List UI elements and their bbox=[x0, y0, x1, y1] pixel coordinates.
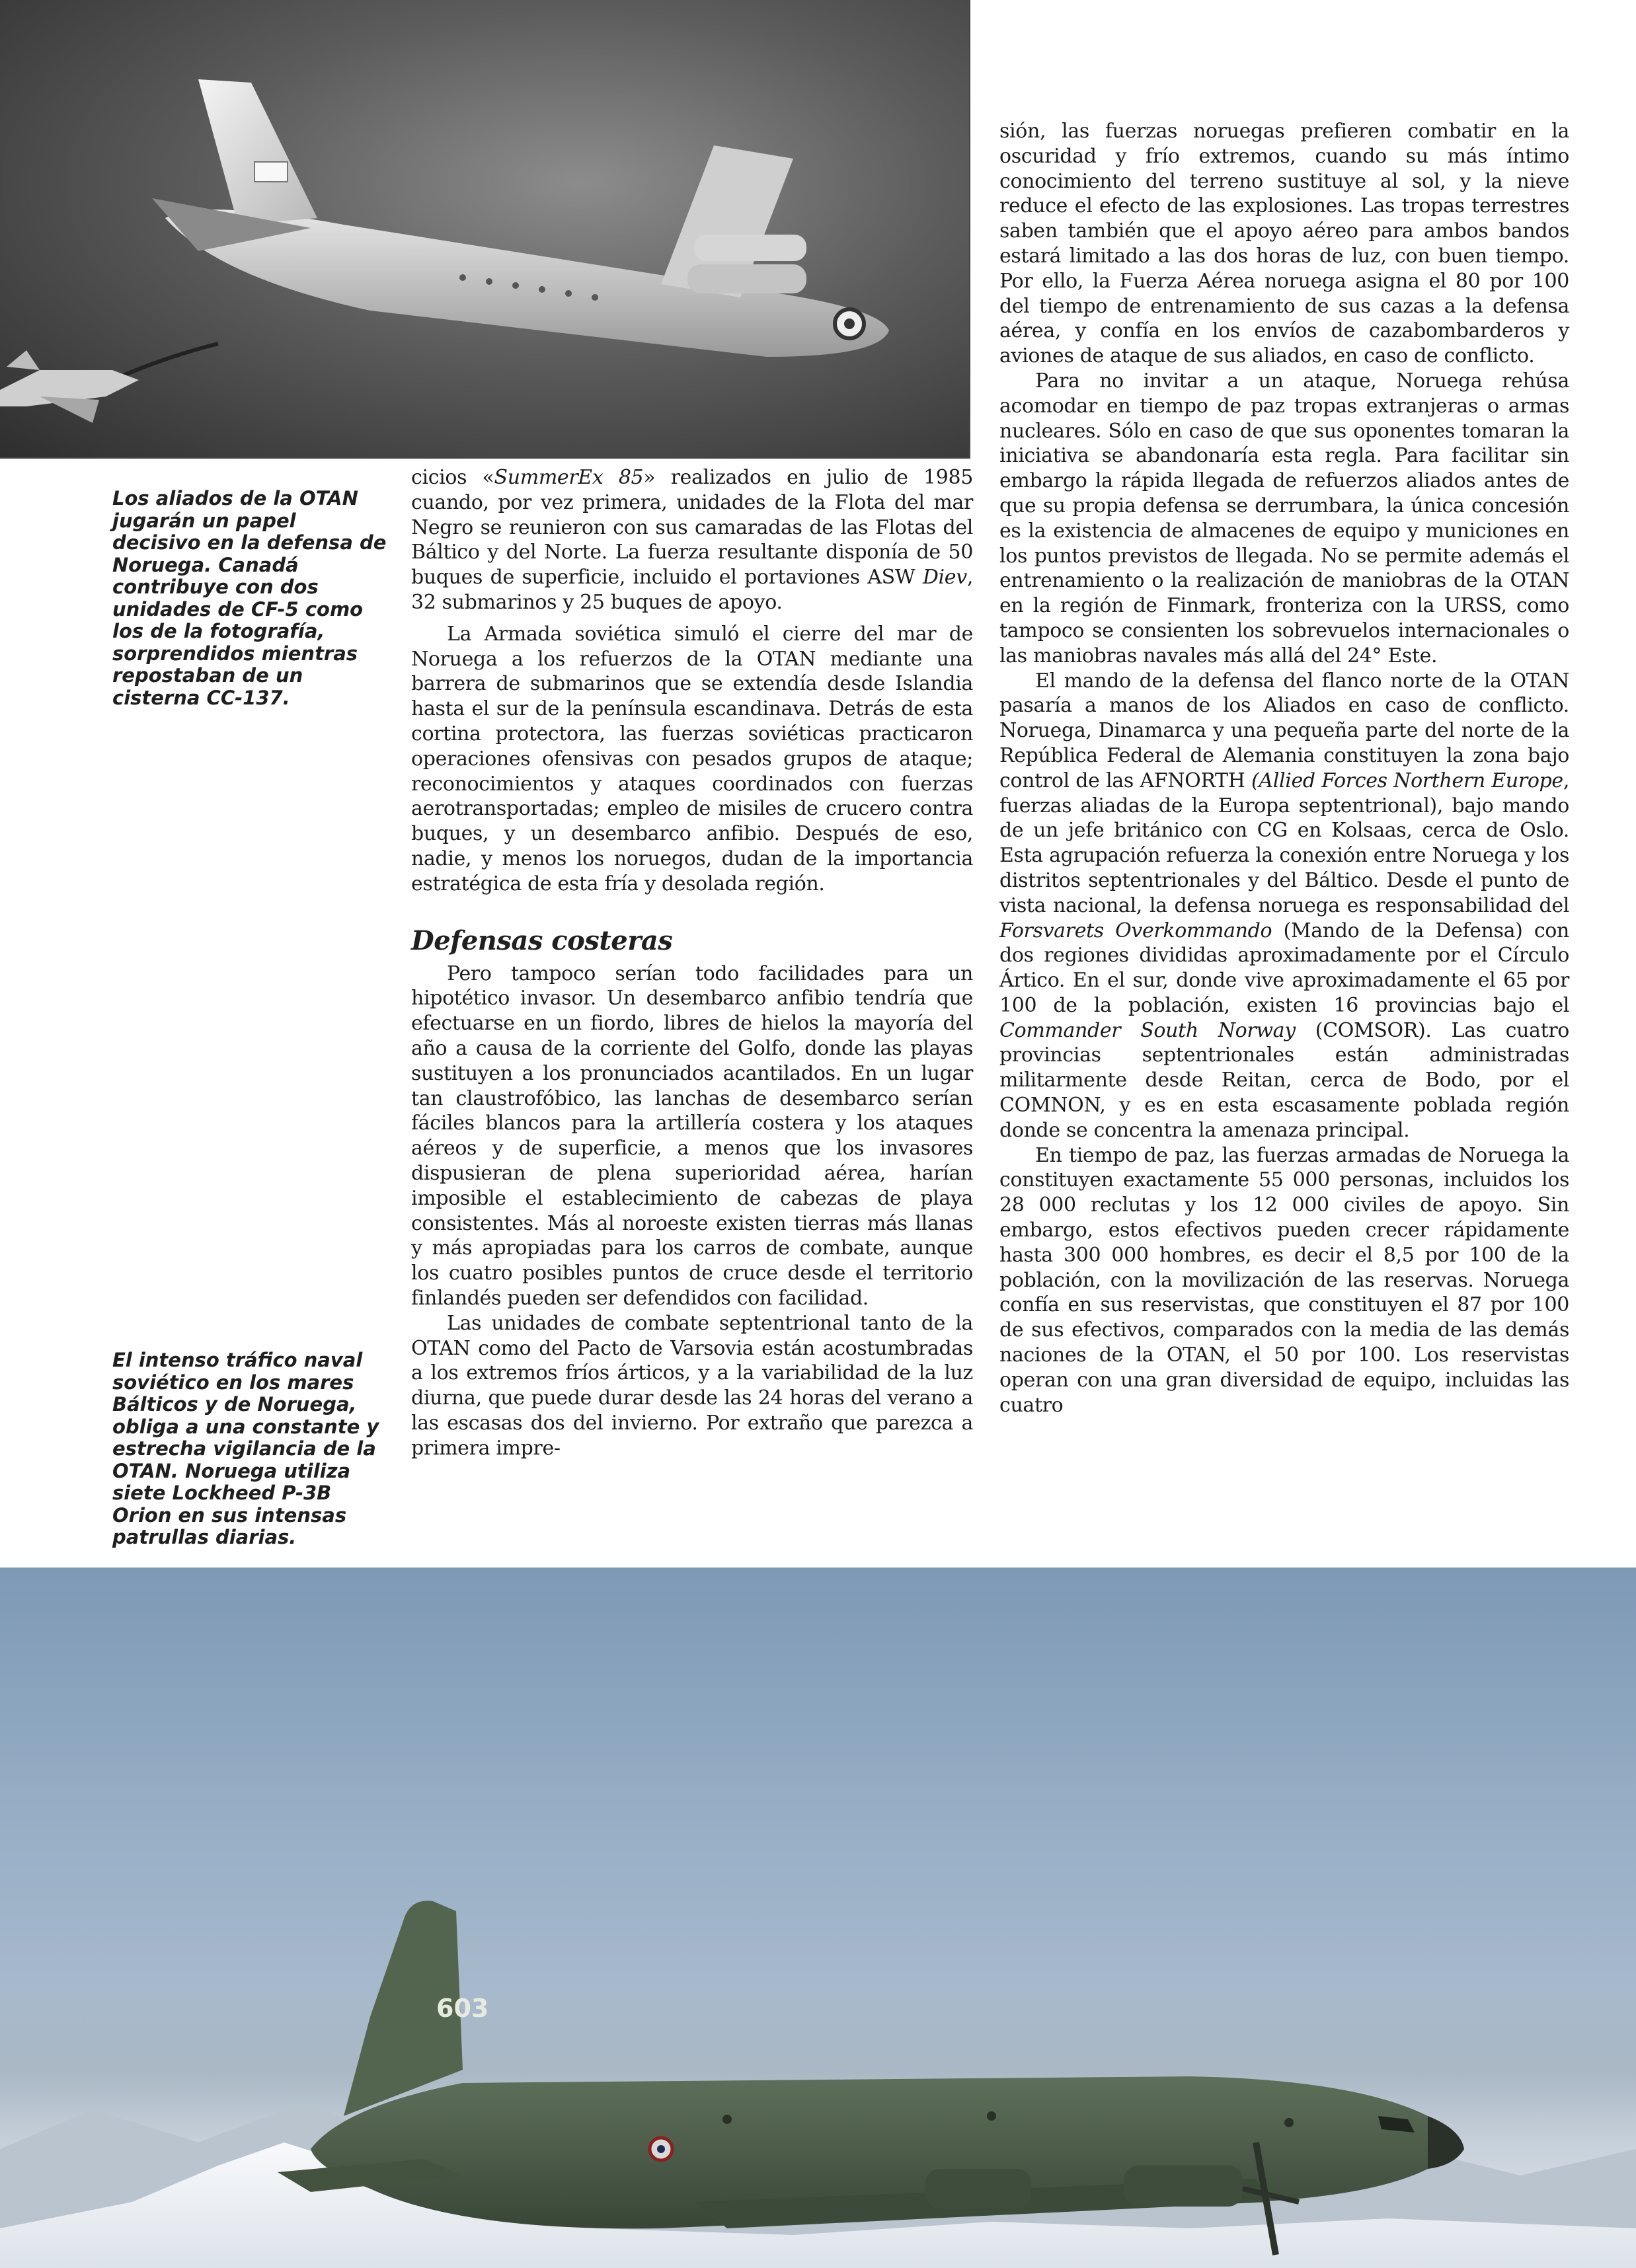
article-column-right bbox=[999, 119, 1569, 1418]
tanker-engine-1 bbox=[694, 235, 806, 261]
paragraph: Pero tampoco serían todo facilidades para un hipotético invasor. Un desembarco anfibio tendría que efectuarse en un fiordo, libres de hielos la mayoría del año a causa de la corriente del Golfo, donde las playas sustituyen a los pronunciados acantilados. En un lugar tan claustrofóbico, las lanchas de desembarco serían fáciles blancos para la artillería costera y los ataques aéreos y de superficie, a menos que los invasores dispusieran de plena superioridad aérea, harían imposible el establecimiento de cabezas de playa consistentes. Más al noroeste existen tierras más llanas y más apropiadas para los carros de combate, aunque los cuatro posibles puntos de cruce desde el territorio finlandés pueden ser defendidos con facilidad. bbox=[411, 962, 973, 1310]
orion-engine-2 bbox=[1124, 2166, 1243, 2207]
paragraph: En tiempo de paz, las fuerzas armadas de Noruega la constituyen exactamente 55 000 personas, incluidos los 28 000 reclutas y los 12 000 civiles de apoyo. Sin embargo, estos efectivos pueden crecer rápidamente hasta 300 000 hombres, es decir el 8,5 por 100 de la población, con la movilización de las reservas. Noruega confía en sus reservistas, que constituyen el 87 por 100 de sus efectivos, comparados con la media de las demás naciones de la OTAN, el 50 por 100. Los reservistas operan con una gran diversidad de equipo, incluidas las cuatro bbox=[999, 1143, 1569, 1417]
tail-number: 603 bbox=[436, 1994, 489, 2023]
photo-p3-orion bbox=[0, 1568, 1636, 2268]
photo-refueling-aircraft bbox=[0, 0, 970, 459]
paragraph: El mando de la defensa del flanco norte de la OTAN pasaría a manos de los Aliados en caso de conflicto. Noruega, Dinamarca y una pequeña parte del norte de la República Federal de Alemania constituyen la zona bajo control de las AFNORTH (Allied Forces Northern Europe, fuerzas aliadas de la Europa septentrional), bajo mando de un jefe británico con CG en Kolsaas, cerca de Oslo. Esta agrupación refuerza la conexión entre Noruega y los distritos septentrionales y del Báltico. Desde el punto de vista nacional, la defensa noruega es responsabilidad del Forsvarets Overkommando (Mando de la Defensa) con dos regiones divididas aproximadamente por el Círculo Ártico. En el sur, donde vive aproximadamente el 65 por 100 de la población, existen 16 provincias bajo el Commander South Norway (COMSOR). Las cuatro provincias septentrionales están administradas militarmente desde Reitan, cerca de Bodo, por el COMNON, y es en esta escasamente poblada región donde se concentra la amenaza principal. bbox=[999, 669, 1570, 1142]
orion-illustration bbox=[0, 1568, 1636, 2268]
tanker-tail-fin bbox=[198, 79, 317, 225]
paragraph: sión, las fuerzas noruegas prefieren combatir en la oscuridad y frío extremos, cuando su más íntimo conocimiento del terreno sustituye al sol, y la nieve reduce el efecto de las explosiones. Las tropas terrestres saben también que el apoyo aéreo para ambos bandos estará limitado a las dos horas de luz, con buen tiempo. Por ello, la Fuerza Aérea noruega asigna el 80 por 100 del tiempo de entrenamiento de sus cazas a la defensa aérea, y confía en los envíos de cazabombarderos y aviones de ataque de sus aliados, en caso de conflicto. bbox=[999, 120, 1569, 368]
paragraph: cicios «SummerEx 85» realizados en julio de 1985 cuando, por vez primera, unidades de la Flota del mar Negro se reunieron con sus camaradas de las Flotas del Báltico y del Norte. La fuerza resultante disponía de 50 buques de superficie, incluido el portaviones ASW Diev, 32 submarinos y 25 buques de apoyo. bbox=[411, 466, 973, 614]
flag-icon bbox=[254, 162, 288, 182]
caption-top-photo: Los aliados de la OTAN jugarán un papel decisivo en la defensa de Noruega. Canadá contribuye con dos unidades de CF-5 como los de la fotografía, sorprendidos mientras repostaban de un cisterna CC-137. bbox=[112, 487, 387, 709]
orion-engine-1 bbox=[925, 2169, 1031, 2209]
section-heading: Defensas costeras bbox=[411, 925, 673, 956]
article-column-middle bbox=[411, 465, 973, 1460]
caption-bottom-photo: El intenso tráfico naval soviético en los mares Bálticos y de Noruega, obliga a una constante y estrecha vigilancia de la OTAN. Noruega utiliza siete Lockheed P-3B Orion en sus intensas patrullas diarias. bbox=[112, 1349, 379, 1548]
paragraph: Para no invitar a un ataque, Noruega rehúsa acomodar en tiempo de paz tropas extranjeras o armas nucleares. Sólo en caso de que sus oponentes tomaran la iniciativa se abandonaría esta regla. Para facilitar sin embargo la rápida llegada de refuerzos aliados antes de que su propia defensa se derrumbara, la única concesión es la existencia de almacenes de equipo y municiones en los puntos previstos de llegada. No se permite además el entrenamiento o la realización de maniobras de la OTAN en la región de Finmark, fronteriza con la URSS, como tampoco se consienten los sobrevuelos internacionales o las maniobras navales más allá del 24° Este. bbox=[999, 369, 1569, 667]
tanker-and-fighter-illustration bbox=[0, 0, 970, 459]
paragraph: La Armada soviética simuló el cierre del mar de Noruega a los refuerzos de la OTAN mediante una barrera de submarinos que se extendía desde Islandia hasta el sur de la península escandinava. Detrás de esta cortina protectora, las fuerzas soviéticas practicaron operaciones ofensivas con pesados grupos de ataque; reconocimientos y ataques coordinados con fuerzas aerotransportadas; empleo de misiles de crucero contra buques, y un desembarco anfibio. Después de eso, nadie, y menos los noruegos, dudan de la importancia estratégica de esta fría y desolada región. bbox=[411, 622, 973, 895]
paragraph: Las unidades de combate septentrional tanto de la OTAN como del Pacto de Varsovia están acostumbradas a los extremos fríos árticos, y a la variabilidad de la luz diurna, que puede durar desde las 24 horas del verano a las escasas dos del invierno. Por extraño que parezca a primera impre- bbox=[411, 1311, 973, 1460]
refueling-hose bbox=[112, 344, 218, 380]
tanker-engine-2 bbox=[687, 264, 806, 293]
